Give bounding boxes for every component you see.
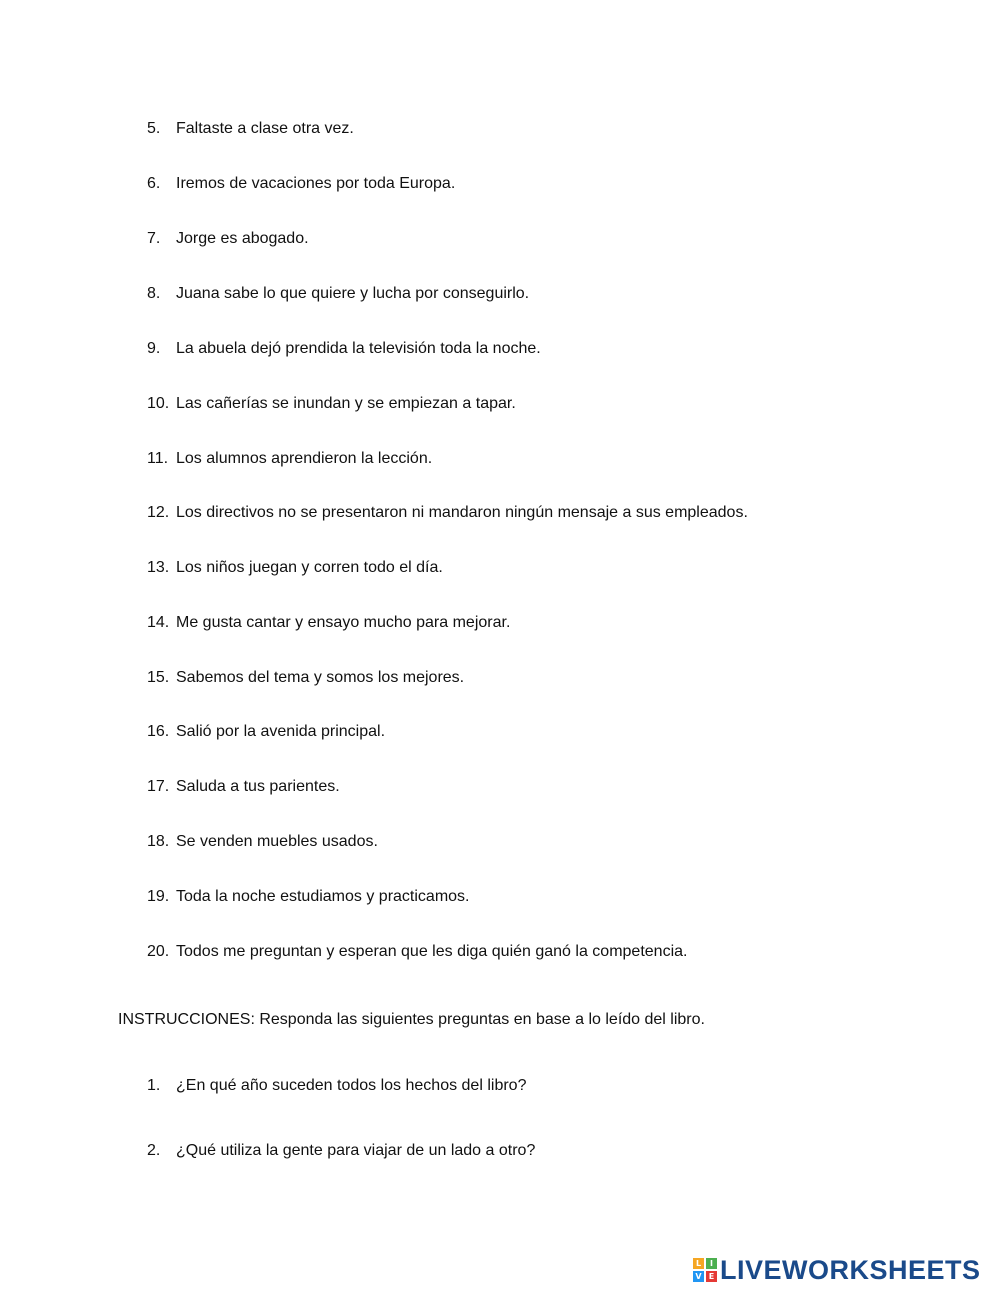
- item-number: 18.: [147, 833, 170, 850]
- sentence-item: [147, 942, 687, 962]
- sentence-item: [147, 887, 469, 907]
- item-number: 14.: [147, 614, 170, 631]
- item-text: Los directivos no se presentaron ni mandaron ningún mensaje a sus empleados.: [176, 504, 748, 521]
- item-number: 11.: [147, 450, 169, 467]
- item-text: Jorge es abogado.: [176, 230, 309, 247]
- item-text: La abuela dejó prendida la televisión toda la noche.: [176, 340, 541, 357]
- instructions-heading: INSTRUCCIONES: Responda las siguientes preguntas en base a lo leído del libro.: [118, 1011, 705, 1028]
- sentence-item: [147, 394, 516, 414]
- logo-mark-tile: E: [706, 1271, 717, 1282]
- item-text: Faltaste a clase otra vez.: [176, 120, 354, 137]
- sentence-item: [147, 558, 443, 578]
- item-number: 15.: [147, 669, 170, 686]
- logo-mark-tile: V: [693, 1271, 704, 1282]
- item-number: 5.: [147, 120, 161, 137]
- sentence-item: [147, 174, 455, 194]
- item-text: Se venden muebles usados.: [176, 833, 378, 850]
- item-number: 6.: [147, 175, 161, 192]
- item-text: Los alumnos aprendieron la lección.: [176, 450, 433, 467]
- item-number: 13.: [147, 559, 170, 576]
- item-text: Toda la noche estudiamos y practicamos.: [176, 888, 470, 905]
- item-number: 8.: [147, 285, 161, 302]
- sentence-item: [147, 722, 385, 742]
- item-number: 7.: [147, 230, 161, 247]
- item-text: Todos me preguntan y esperan que les diga quién ganó la competencia.: [176, 943, 688, 960]
- logo-mark-icon: [693, 1258, 717, 1282]
- sentence-item: [147, 668, 464, 688]
- sentence-item: [147, 613, 510, 633]
- item-text: Juana sabe lo que quiere y lucha por conseguirlo.: [176, 285, 530, 302]
- item-number: 1.: [147, 1077, 161, 1094]
- item-number: 19.: [147, 888, 170, 905]
- item-text: Iremos de vacaciones por toda Europa.: [176, 175, 456, 192]
- item-number: 20.: [147, 943, 170, 960]
- item-number: 12.: [147, 504, 170, 521]
- item-text: ¿En qué año suceden todos los hechos del libro?: [176, 1077, 527, 1094]
- sentence-item: [147, 503, 748, 523]
- sentence-item: [147, 777, 340, 797]
- item-number: 10.: [147, 395, 170, 412]
- item-text: Los niños juegan y corren todo el día.: [176, 559, 443, 576]
- item-number: 16.: [147, 723, 170, 740]
- item-text: Me gusta cantar y ensayo mucho para mejorar.: [176, 614, 511, 631]
- item-text: Salió por la avenida principal.: [176, 723, 386, 740]
- item-text: Saluda a tus parientes.: [176, 778, 340, 795]
- item-text: ¿Qué utiliza la gente para viajar de un lado a otro?: [176, 1142, 536, 1159]
- item-text: Las cañerías se inundan y se empiezan a tapar.: [176, 395, 516, 412]
- sentence-item: [147, 284, 529, 304]
- sentence-item: [147, 449, 432, 469]
- question-item: [147, 1141, 535, 1161]
- logo-mark-tile: I: [706, 1258, 717, 1269]
- item-number: 2.: [147, 1142, 161, 1159]
- logo-mark-tile: L: [693, 1258, 704, 1269]
- item-number: 9.: [147, 340, 161, 357]
- sentence-item: [147, 119, 354, 139]
- sentence-item: [147, 229, 309, 249]
- liveworksheets-logo: [693, 1256, 981, 1284]
- item-number: 17.: [147, 778, 170, 795]
- logo-text: LIVEWORKSHEETS: [720, 1255, 981, 1285]
- question-item: [147, 1076, 526, 1096]
- sentence-item: [147, 832, 378, 852]
- sentence-item: [147, 339, 541, 359]
- item-text: Sabemos del tema y somos los mejores.: [176, 669, 465, 686]
